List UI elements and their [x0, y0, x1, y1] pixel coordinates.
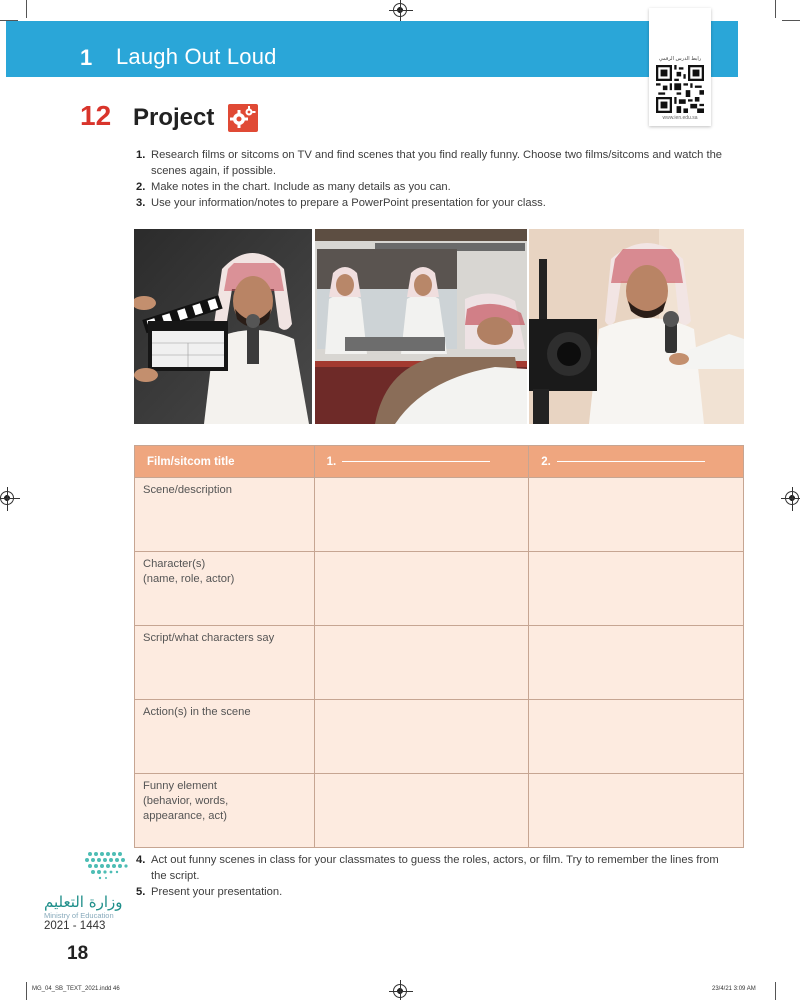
notes-cell[interactable]	[529, 700, 744, 774]
footer-file-name: MG_04_SB_TEXT_2021.indd 46	[32, 986, 120, 992]
table-row	[135, 478, 744, 552]
page-number: 18	[67, 943, 89, 964]
camera-interview-photo	[529, 229, 744, 424]
screen-watching-photo	[315, 229, 527, 424]
project-number: 12	[80, 100, 112, 131]
gear-icon	[228, 104, 258, 132]
film-clapperboard-photo	[134, 229, 312, 424]
chart-header-film-2[interactable]: 2.	[529, 446, 744, 478]
qr-card[interactable]	[649, 8, 711, 126]
row-label: Character(s) (name, role, actor)	[135, 552, 315, 626]
unit-title: Laugh Out Loud	[116, 44, 277, 69]
registration-mark-icon	[0, 491, 14, 505]
registration-mark-icon	[393, 3, 407, 17]
crop-mark	[26, 982, 27, 1000]
footer-date: 23/4/21 3:09 AM	[712, 986, 756, 992]
table-row	[135, 552, 744, 626]
step-item: 1. Research films or sitcoms on TV and find scenes that you find really funny. Choose two films/sitcoms and watch the scenes again, if possible.	[136, 149, 723, 177]
chart-header-film-1[interactable]: 1.	[314, 446, 529, 478]
project-title: Project	[133, 104, 215, 131]
registration-mark-icon	[393, 984, 407, 998]
notes-cell[interactable]	[314, 552, 529, 626]
row-label: Script/what characters say	[135, 626, 315, 700]
notes-cell[interactable]	[314, 774, 529, 848]
step-item: 4. Act out funny scenes in class for your classmates to guess the roles, actors, or film. Try to remember the lines from the script.	[136, 854, 719, 882]
unit-number: 1	[80, 45, 93, 70]
step-item: 2. Make notes in the chart. Include as many details as you can.	[136, 181, 451, 193]
notes-chart	[134, 445, 744, 848]
step-item: 5. Present your presentation.	[136, 886, 283, 898]
step-item: 3. Use your information/notes to prepare a PowerPoint presentation for your class.	[136, 197, 546, 209]
row-label: Funny element (behavior, words, appearance, act)	[135, 774, 315, 848]
crop-mark	[775, 982, 776, 1000]
table-row	[135, 774, 744, 848]
crop-mark	[775, 0, 776, 18]
ministry-year: 2021 - 1443	[44, 920, 106, 932]
ministry-arabic-name: وزارة التعليم	[44, 893, 123, 911]
notes-cell[interactable]	[529, 478, 744, 552]
notes-cell[interactable]	[314, 478, 529, 552]
ministry-english-name: Ministry of Education	[44, 911, 114, 920]
chart-header-row	[135, 446, 744, 478]
registration-mark-icon	[785, 491, 799, 505]
crop-mark	[26, 0, 27, 18]
qr-caption: رابط الدرس الرقمي	[658, 56, 702, 62]
notes-cell[interactable]	[314, 700, 529, 774]
project-steps	[136, 147, 736, 211]
notes-cell[interactable]	[529, 774, 744, 848]
qr-code-icon	[656, 65, 704, 113]
row-label: Action(s) in the scene	[135, 700, 315, 774]
table-row	[135, 700, 744, 774]
chart-header-title: Film/sitcom title	[135, 446, 315, 478]
crop-mark	[782, 20, 800, 21]
notes-cell[interactable]	[529, 552, 744, 626]
qr-url[interactable]: www.ien.edu.sa	[662, 115, 698, 121]
notes-cell[interactable]	[314, 626, 529, 700]
row-label: Scene/description	[135, 478, 315, 552]
table-row	[135, 626, 744, 700]
notes-cell[interactable]	[529, 626, 744, 700]
project-steps-after	[136, 852, 736, 900]
